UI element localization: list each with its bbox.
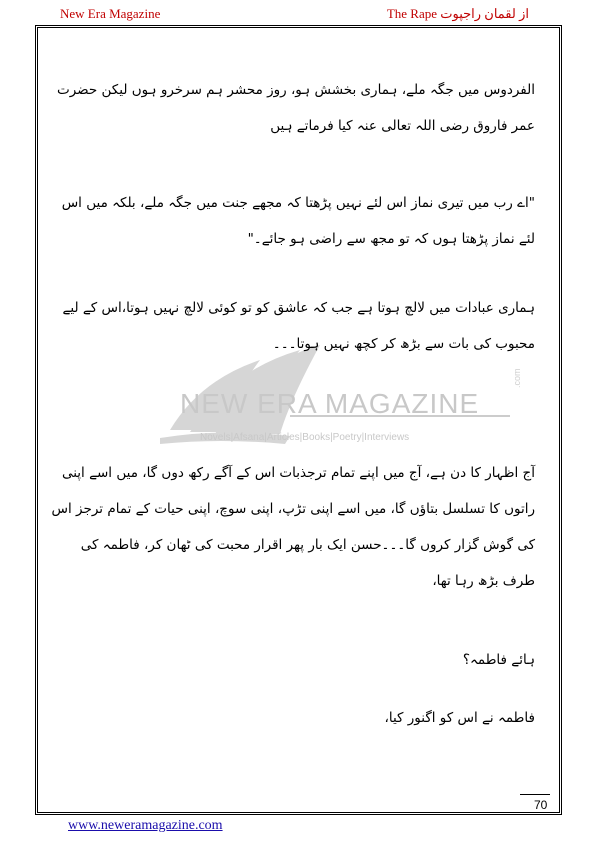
header-author-ur: از لقمان راجپوت [440,6,529,21]
body-text-3 [50,290,535,362]
watermark-suffix: .com [512,368,522,388]
paragraph-4: آج اظہار کا دن ہے، آج میں اپنے تمام ترجذبات اس کے آگے رکھ دوں گا، میں اسے اپنی راتوں کا تسلسل بتاؤں گا، میں اسے اپنی تڑپ، اپنی سوچ، اپنی حیات کے تمام ترجز اس کی گوش گزار کروں گا۔۔۔حسن ایک بار پھر اقرار محبت کی ٹھان کر، فاطمہ کی طرف بڑھ رہا تھا، [51,465,535,589]
body-text-2 [50,185,535,257]
paragraph-1: الفردوس میں جگہ ملے، ہماری بخشش ہو، روز محشر ہم سرخرو ہوں لیکن حضرت عمر فاروق رضی اللہ تعالی عنہ کیا فرماتے ہیں [57,82,535,134]
body-text-4 [50,455,535,599]
watermark-title: NEW ERA MAGAZINE [180,388,480,419]
paragraph-6: فاطمہ نے اس کو اگنور کیا، [384,710,535,726]
header-title-en: The Rape [386,6,437,21]
watermark-subtitle: Novels|Afsana|Articles|Books|Poetry|Interviews [200,432,410,443]
header-magazine-name: New Era Magazine [60,6,161,21]
paragraph-5: ہائے فاطمہ؟ [462,652,535,668]
body-text [50,72,535,144]
paragraph-3: ہماری عبادات میں لالچ ہوتا ہے جب کہ عاشق کو تو کوئی لالچ نہیں ہوتا،اس کے لیے محبوب کی بات سے بڑھ کر کچھ نہیں ہوتا۔۔۔ [62,300,535,352]
footer-website-link[interactable]: www.neweramagazine.com [68,818,223,833]
paragraph-2: "اے رب میں تیری نماز اس لئے نہیں پڑھتا کہ مجھے جنت میں جگہ ملے، بلکہ میں اس لئے نماز پڑھتا ہوں کہ تو مجھ سے راضی ہو جائے۔" [61,195,535,247]
page-number: 70 [534,798,548,812]
header-story-title [387,6,533,22]
body-text-5 [50,650,535,670]
page-number-rule [520,794,550,795]
body-text-6 [50,708,535,728]
